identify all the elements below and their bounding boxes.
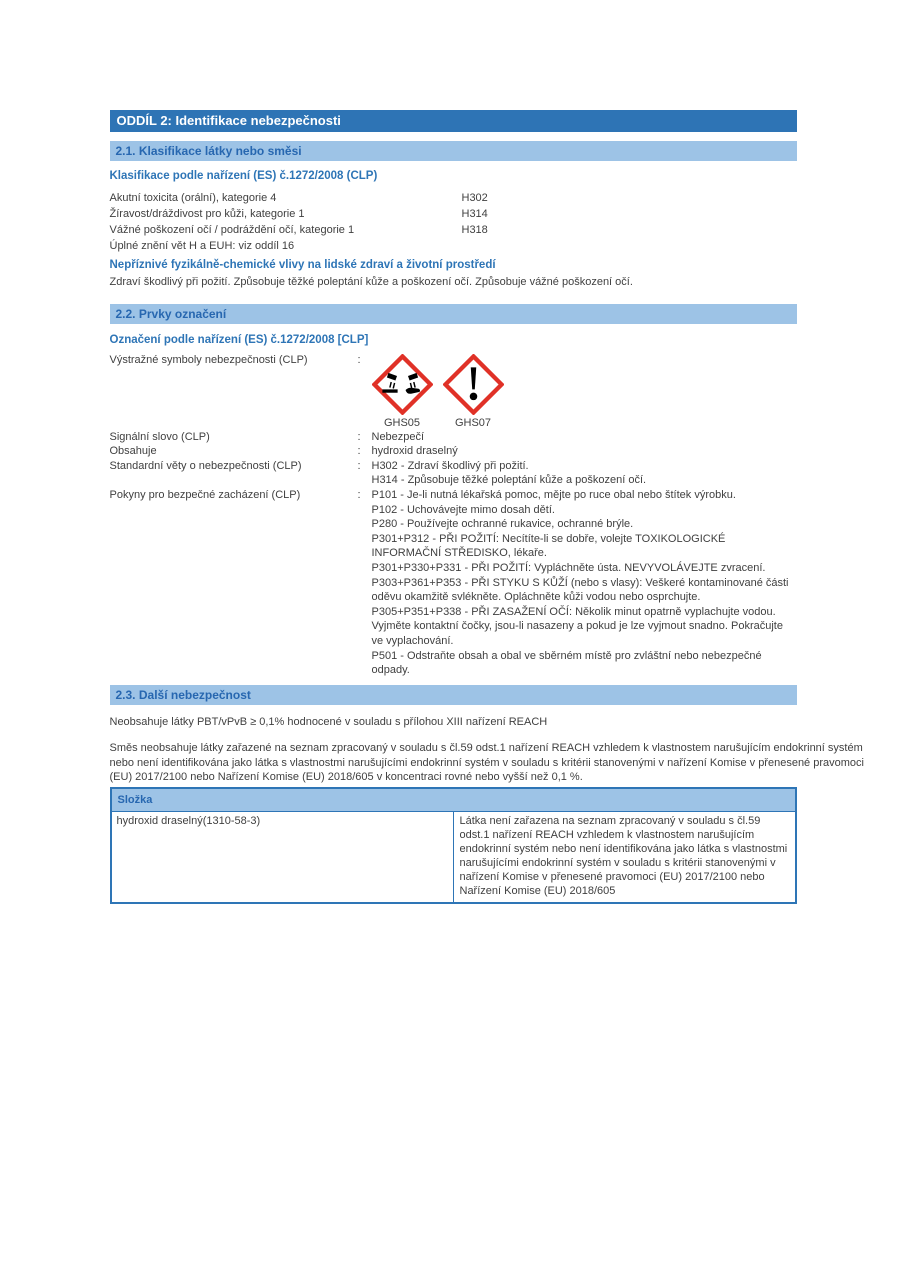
- hazard-class-label: Žíravost/dráždivost pro kůži, kategorie 1: [109, 208, 305, 220]
- classification-list: [110, 190, 797, 254]
- section-2-header-bar: [110, 110, 797, 132]
- component-table: [110, 787, 797, 903]
- section-2-2-header-bar: [110, 304, 797, 324]
- contains-row: [110, 444, 797, 459]
- colon: :: [357, 353, 361, 366]
- section-2-3-header-bar: [110, 685, 797, 705]
- pictogram-ghs05: [372, 354, 433, 430]
- pictograms-group: [372, 353, 797, 430]
- hazard-statement: H302 - Zdraví škodlivý při požití.: [371, 459, 529, 472]
- pictograms-label: Výstražné symboly nebezpečnosti (CLP): [109, 353, 308, 366]
- precautionary-statement: P305+P351+P338 - PŘI ZASAŽENÍ OČÍ: Několik minut opatrně vyplachujte vodou. Vyjměte kontaktní čočky, jsou-li nasazeny a pokud je lze vyjmout snadno. Pokračujte ve vyplachování.: [371, 605, 783, 647]
- component-table-row: [111, 812, 796, 903]
- colon: :: [357, 445, 361, 458]
- hazard-statements-label: Standardní věty o nebezpečnosti (CLP): [109, 459, 302, 472]
- section-2-title: ODDÍL 2: Identifikace nebezpečnosti: [116, 113, 341, 128]
- labelling-heading: Označení podle nařízení (ES) č.1272/2008 [CLP]: [109, 333, 369, 346]
- signal-word-row: [110, 430, 797, 445]
- precautionary-statement: P301+P330+P331 - PŘI POŽITÍ: Vypláchněte ústa. NEVYVOLÁVEJTE zvracení.: [371, 561, 766, 574]
- hazard-class-label: Úplné znění vět H a EUH: viz oddíl 16: [109, 240, 295, 252]
- signal-word-label: Signální slovo (CLP): [109, 430, 210, 443]
- hazard-statements-row: [110, 459, 797, 488]
- hazard-code: [462, 238, 797, 254]
- hazard-class-label: Akutní toxicita (orální), kategorie 4: [109, 192, 277, 204]
- corrosion-pictogram-icon: [372, 354, 433, 415]
- colon: :: [357, 488, 361, 501]
- section-2-1-title: 2.1. Klasifikace látky nebo směsi: [115, 144, 302, 158]
- sds-document: [109, 0, 864, 904]
- section-2-3-title: 2.3. Další nebezpečnost: [115, 687, 251, 702]
- pictogram-ghs07: [443, 354, 504, 430]
- classification-row: [110, 222, 797, 238]
- precautionary-statement: P301+P312 - PŘI POŽITÍ: Necítíte-li se dobře, volejte TOXIKOLOGICKÉ INFORMAČNÍ STŘEDISKO, lékaře.: [371, 532, 726, 560]
- hazard-code: H302: [461, 192, 488, 204]
- hazard-statement: H314 - Způsobuje těžké poleptání kůže a poškození očí.: [371, 474, 647, 487]
- component-assessment-cell: Látka není zařazena na seznam zpracovaný v souladu s čl.59 odst.1 nařízení REACH vzhledem k vlastnostem narušujícím endokrinní systém nebo není identifikována jako látka s vlastnostmi narušujícími endokrinní systém v souladu s kritérii stanovenými v nařízení Komise v přenesené pravomoci (EU) 2017/2100 nebo Nařízení Komise (EU) 2018/605: [453, 812, 796, 903]
- pictogram-ghs05-label: GHS05: [383, 416, 421, 429]
- precautionary-statement: P280 - Používejte ochranné rukavice, ochranné brýle.: [371, 518, 634, 531]
- adverse-effects-text: Zdraví škodlivý při požití. Způsobuje těžké poleptání kůže a poškození očí. Způsobuje vážné poškození očí.: [109, 276, 633, 288]
- pictogram-ghs07-label: GHS07: [454, 416, 492, 429]
- precautionary-statement: P102 - Uchovávejte mimo dosah dětí.: [371, 503, 555, 516]
- component-table-header: Složka: [111, 788, 796, 812]
- component-table-header-row: [111, 788, 796, 812]
- exclamation-pictogram-icon: [443, 354, 504, 415]
- pbt-statement: Neobsahuje látky PBT/vPvB ≥ 0,1% hodnocené v souladu s přílohou XIII nařízení REACH: [109, 715, 548, 728]
- classification-heading: Klasifikace podle nařízení (ES) č.1272/2008 (CLP): [109, 170, 378, 182]
- precautionary-statement: P501 - Odstraňte obsah a obal ve sběrném místě pro zvláštní nebo nebezpečné odpady.: [371, 649, 762, 677]
- section-2-1-header-bar: [110, 141, 797, 161]
- precautionary-statements-list: [372, 488, 797, 678]
- hazard-code: H318: [461, 224, 488, 236]
- classification-row: [110, 238, 797, 254]
- component-name-cell: hydroxid draselný(1310-58-3): [111, 812, 454, 903]
- precautionary-statement: P101 - Je-li nutná lékařská pomoc, mějte po ruce obal nebo štítek výrobku.: [371, 488, 736, 501]
- adverse-effects-heading: Nepříznivé fyzikálně-chemické vlivy na lidské zdraví a životní prostředí: [109, 259, 496, 271]
- colon: :: [357, 430, 361, 443]
- hazard-class-label: Vážné poškození očí / podráždění očí, kategorie 1: [109, 224, 355, 236]
- hazard-statements-list: [372, 459, 797, 488]
- labelling-details: [110, 353, 797, 678]
- classification-row: [110, 190, 797, 206]
- contains-label: Obsahuje: [109, 445, 157, 458]
- signal-word-value: Nebezpečí: [371, 430, 425, 443]
- endocrine-paragraph: Směs neobsahuje látky zařazené na seznam zpracovaný v souladu s čl.59 odst.1 nařízení REACH vzhledem k vlastnostem narušujícím endokrinní systém nebo není identifikována jako látka s vlastnostmi narušujícími endokrinní systém v souladu s kritérii stanovenými v nařízení Komise v přenesené pravomoci (EU) 2017/2100 nebo Nařízení Komise (EU) 2018/605 v koncentraci rovné nebo vyšší než 0,1 %.: [109, 742, 864, 784]
- classification-row: [110, 206, 797, 222]
- hazard-code: H314: [461, 208, 488, 220]
- contains-value: hydroxid draselný: [371, 445, 458, 458]
- colon: :: [357, 459, 361, 472]
- precautionary-statements-label: Pokyny pro bezpečné zacházení (CLP): [109, 488, 301, 501]
- section-2-2-title: 2.2. Prvky označení: [115, 306, 227, 321]
- pictograms-row: [110, 353, 797, 430]
- precautionary-statements-row: [110, 488, 797, 678]
- precautionary-statement: P303+P361+P353 - PŘI STYKU S KŮŽÍ (nebo s vlasy): Veškeré kontaminované části oděvu okamžitě svlékněte. Opláchněte kůži vodou nebo osprchujte.: [371, 576, 789, 604]
